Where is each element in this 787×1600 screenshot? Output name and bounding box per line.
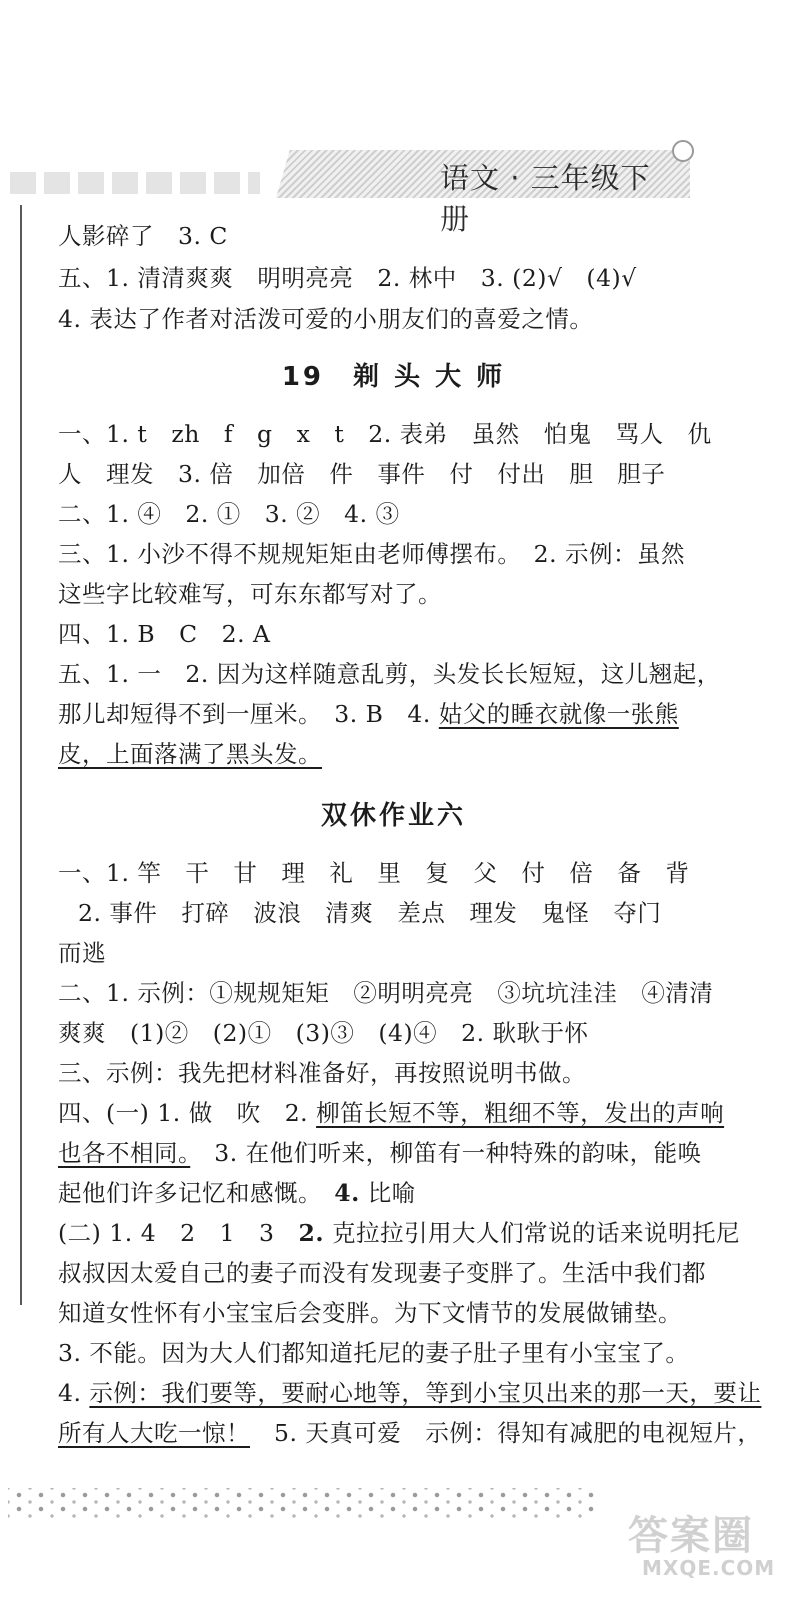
header-decoration-left	[10, 172, 260, 194]
header-circle-icon	[672, 140, 694, 162]
text-line	[58, 1137, 702, 1169]
underlined-answer: 皮，上面落满了黑头发。	[58, 740, 322, 768]
text-line	[58, 1217, 740, 1249]
text-line: 一、1. t zh f g x t 2. 表弟 虽然 怕鬼 骂人 仇	[58, 420, 712, 448]
text-line: 知道女性怀有小宝宝后会变胖。为下文情节的发展做铺垫。	[58, 1299, 682, 1327]
text-line	[58, 1097, 724, 1129]
section-title: 双休作业六	[320, 801, 466, 831]
text-line	[58, 738, 322, 770]
underlined-answer: 姑父的睡衣就像一张熊	[438, 700, 679, 728]
text-line: 爽爽 (1)② (2)① (3)③ (4)④ 2. 耿耿于怀	[58, 1019, 589, 1047]
text-line: 三、示例：我先把材料准备好，再按照说明书做。	[58, 1059, 586, 1087]
text-line: 四、1. B C 2. A	[58, 620, 271, 648]
underlined-answer: 也各不相同。	[58, 1139, 191, 1167]
footer-dots	[8, 1488, 598, 1518]
text-line: 五、1. 一 2. 因为这样随意乱剪，头发长长短短，这儿翘起，	[58, 660, 721, 688]
text-span: 起他们许多记忆和感慨。	[58, 1179, 335, 1207]
text-line: 4. 表达了作者对活泼可爱的小朋友们的喜爱之情。	[58, 305, 594, 333]
text-line: 人 理发 3. 倍 加倍 件 事件 付 付出 胆 胆子	[58, 460, 666, 488]
text-line	[58, 1377, 761, 1409]
page-header-title: 语文 · 三年级下册	[440, 161, 651, 236]
text-line	[58, 698, 679, 730]
text-line: 而逃	[58, 939, 106, 967]
text-line: 二、1. 示例：①规规矩矩 ②明明亮亮 ③坑坑洼洼 ④清清	[58, 979, 714, 1007]
watermark-logo	[620, 1500, 780, 1592]
text-line: 一、1. 竿 干 甘 理 礼 里 复 父 付 倍 备 背	[58, 859, 690, 887]
watermark-text: 答案圈	[628, 1513, 754, 1559]
text-span: 4.	[58, 1379, 90, 1407]
underlined-answer: 示例：我们要等，要耐心地等，等到小宝贝出来的那一天，要让	[89, 1379, 762, 1407]
lesson-number: 19	[281, 362, 324, 392]
text-line	[58, 1177, 416, 1209]
text-span: (二) 1. 4 2 1 3	[58, 1219, 299, 1247]
underlined-answer: 柳笛长短不等，粗细不等，发出的声响	[316, 1099, 725, 1127]
text-line: 叔叔因太爱自己的妻子而没有发现妻子变胖了。生活中我们都	[58, 1259, 706, 1287]
text-line: 2. 事件 打碎 波浪 清爽 差点 理发 鬼怪 夺门	[78, 899, 662, 927]
underlined-answer: 所有人大吃一惊！	[58, 1419, 250, 1447]
text-line: 二、1. ④ 2. ① 3. ② 4. ③	[58, 500, 400, 528]
watermark-url: MXQE.COM	[642, 1556, 776, 1580]
text-line: 这些字比较难写，可东东都写对了。	[58, 580, 442, 608]
text-line: 三、1. 小沙不得不规规矩矩由老师傅摆布。 2. 示例：虽然	[58, 540, 686, 568]
text-line: 3. 不能。因为大人们都知道托尼的妻子肚子里有小宝宝了。	[58, 1339, 690, 1367]
text-line	[58, 1417, 761, 1449]
text-span: 3. 在他们听来，柳笛有一种特殊的韵味，能唤	[190, 1139, 702, 1167]
text-span: 四、(一) 1. 做 吹 2.	[58, 1099, 317, 1127]
lesson-title	[0, 356, 787, 393]
bold-number: 4.	[334, 1179, 360, 1207]
lesson-name: 剃 头 大 师	[353, 362, 506, 392]
bold-number: 2.	[298, 1219, 325, 1247]
text-span: 比喻	[359, 1179, 416, 1207]
text-span: 5. 天真可爱 示例：得知有减肥的电视短片，	[250, 1419, 762, 1447]
text-span: 那儿却短得不到一厘米。 3. B 4.	[58, 700, 439, 728]
text-line: 人影碎了 3. C	[58, 222, 228, 250]
text-line: 五、1. 清清爽爽 明明亮亮 2. 林中 3. (2)√ (4)√	[58, 264, 637, 292]
text-span: 克拉拉引用大人们常说的话来说明托尼	[324, 1219, 741, 1247]
